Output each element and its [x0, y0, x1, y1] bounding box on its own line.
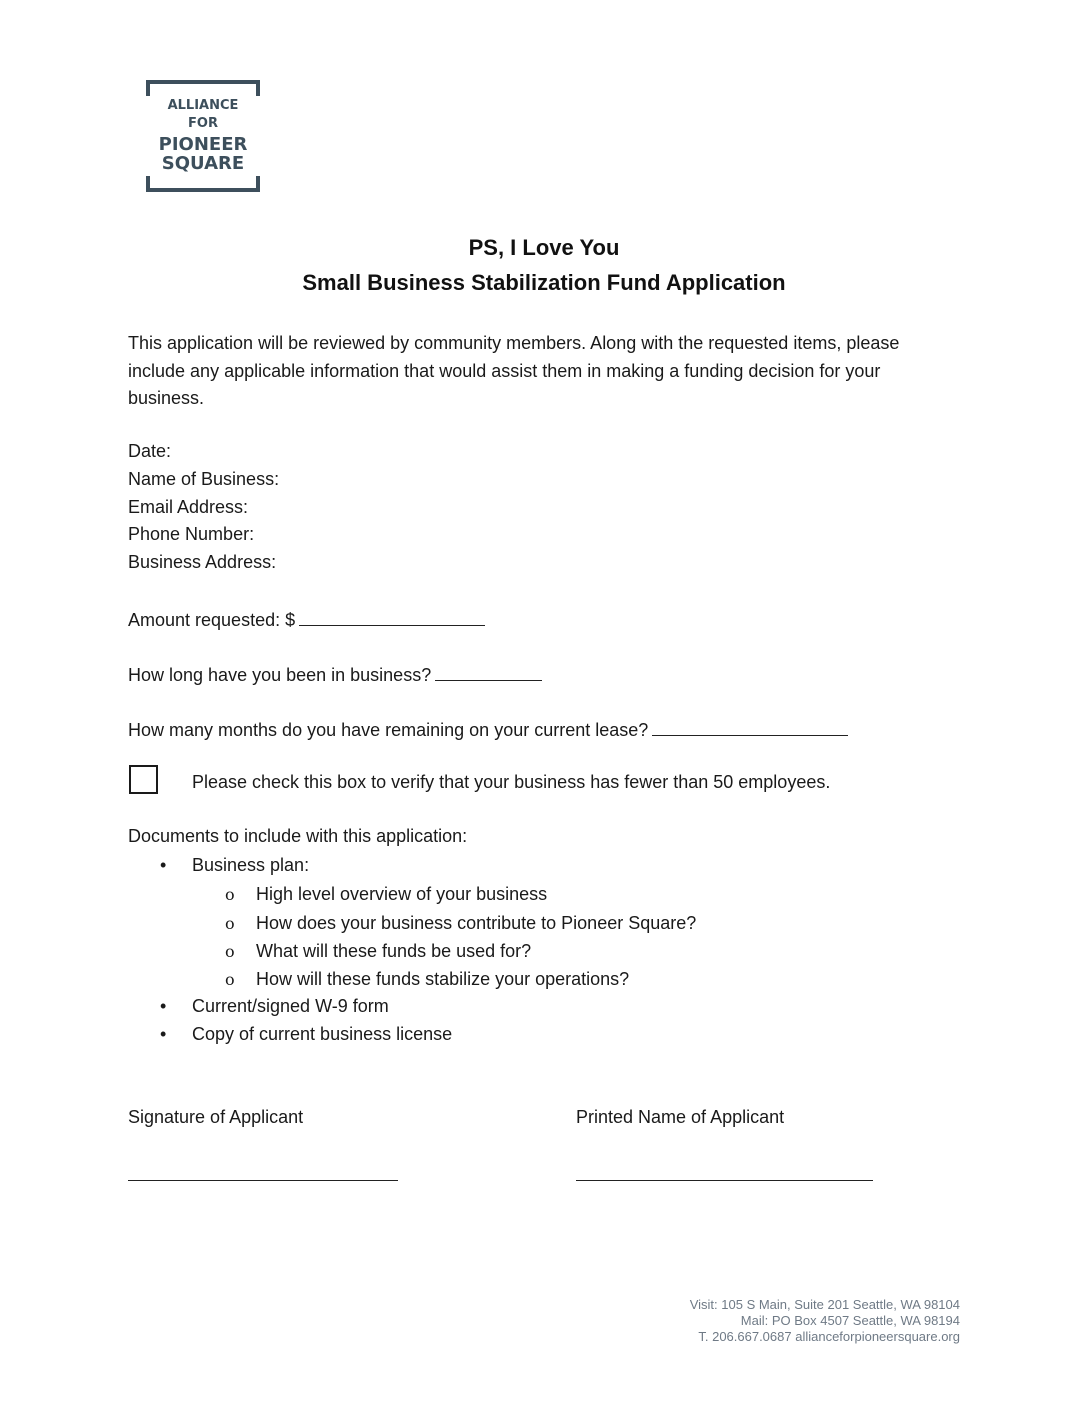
document-title: PS, I Love You: [468, 235, 620, 260]
doc-business-plan: Business plan:: [192, 855, 310, 875]
business-name-label: Name of Business:: [128, 469, 280, 489]
bullet-marker: •: [160, 996, 167, 1016]
date-label: Date:: [128, 441, 172, 461]
printed-name-line[interactable]: [576, 1180, 873, 1181]
business-duration-blank[interactable]: [435, 662, 542, 681]
email-label: Email Address:: [128, 497, 249, 517]
signature-line[interactable]: [128, 1180, 398, 1181]
plan-item-stabilize: How will these funds stabilize your operations?: [256, 969, 630, 989]
sub-bullet-marker: o: [225, 942, 235, 961]
intro-paragraph: This application will be reviewed by community members. Along with the requested items, please include any applicable information that would assist them in making a funding decision for your business.: [128, 333, 900, 408]
business-duration-label: How long have you been in business?: [128, 665, 432, 685]
documents-heading: Documents to include with this application:: [128, 826, 468, 846]
organization-logo: [146, 80, 260, 192]
lease-remaining-label: How many months do you have remaining on your current lease?: [128, 720, 649, 740]
doc-w9-form: Current/signed W-9 form: [192, 996, 389, 1016]
logo-text-alliance: ALLIANCE: [167, 98, 239, 113]
logo-text-square: SQUARE: [161, 153, 245, 174]
business-address-label: Business Address:: [128, 552, 277, 572]
sub-bullet-marker: o: [225, 970, 235, 989]
business-duration-row: [128, 662, 542, 686]
phone-label: Phone Number:: [128, 524, 255, 544]
plan-item-overview: High level overview of your business: [256, 884, 548, 904]
lease-remaining-row: [128, 717, 848, 741]
footer-visit: Visit: 105 S Main, Suite 201 Seattle, WA 98104: [689, 1297, 960, 1312]
employee-verify-label: Please check this box to verify that your business has fewer than 50 employees.: [192, 772, 831, 792]
amount-requested-label: Amount requested: $: [128, 610, 296, 630]
footer-mail: Mail: PO Box 4507 Seattle, WA 98194: [740, 1313, 960, 1328]
lease-remaining-blank[interactable]: [652, 717, 848, 736]
bullet-marker: •: [160, 1024, 167, 1044]
doc-business-license: Copy of current business license: [192, 1024, 453, 1044]
plan-item-funds-use: What will these funds be used for?: [256, 941, 532, 961]
employee-verify-checkbox[interactable]: [129, 765, 158, 794]
plan-item-contribution: How does your business contribute to Pioneer Square?: [256, 913, 697, 933]
document-subtitle: Small Business Stabilization Fund Application: [302, 270, 786, 295]
footer-address: [690, 1297, 960, 1345]
printed-name-label: Printed Name of Applicant: [576, 1107, 785, 1127]
bullet-marker: •: [160, 855, 167, 875]
amount-requested-blank[interactable]: [299, 607, 485, 626]
signature-label: Signature of Applicant: [128, 1107, 304, 1127]
sub-bullet-marker: o: [225, 914, 235, 933]
logo-text-for: FOR: [188, 116, 218, 131]
sub-bullet-marker: o: [225, 885, 235, 904]
amount-requested-row: [128, 607, 485, 631]
footer-contact: T. 206.667.0687 allianceforpioneersquare.org: [698, 1329, 960, 1344]
logo-text-pioneer: PIONEER: [158, 134, 248, 155]
